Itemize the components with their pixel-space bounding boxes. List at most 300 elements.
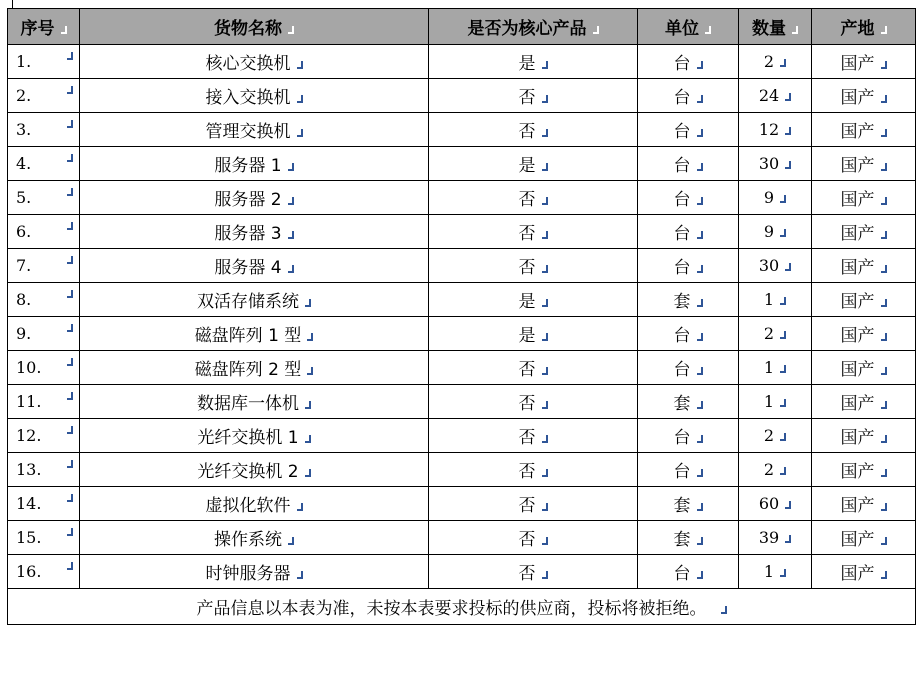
paragraph-mark-icon bbox=[67, 494, 73, 503]
table-row bbox=[8, 249, 916, 283]
cell-origin bbox=[812, 453, 916, 487]
paragraph-mark-icon bbox=[542, 367, 548, 376]
cell-quantity bbox=[739, 249, 812, 283]
paragraph-mark-icon bbox=[297, 571, 303, 580]
goods-name-text: 管理交换机 bbox=[205, 122, 291, 142]
goods-name-text: 时钟服务器 bbox=[205, 564, 291, 584]
cell-quantity bbox=[739, 181, 812, 215]
origin-text: 国产 bbox=[840, 224, 875, 244]
paragraph-mark-icon bbox=[542, 299, 548, 308]
cell-goods-name bbox=[80, 181, 429, 215]
quantity-text: 30 bbox=[758, 256, 780, 275]
cell-goods-name bbox=[80, 521, 429, 555]
row-number-text: 9. bbox=[16, 324, 32, 343]
unit-text: 套 bbox=[673, 530, 691, 550]
footer-note: 产品信息以本表为准，未按本表要求投标的供应商，投标将被拒绝。 bbox=[8, 589, 916, 625]
header-seq: 序号 bbox=[8, 9, 80, 45]
cell-quantity bbox=[739, 351, 812, 385]
paragraph-mark-icon bbox=[67, 460, 73, 469]
table-row bbox=[8, 521, 916, 555]
quantity-text: 39 bbox=[758, 528, 780, 547]
paragraph-mark-icon bbox=[881, 231, 887, 240]
row-number-text: 4. bbox=[16, 154, 32, 173]
paragraph-mark-icon bbox=[697, 61, 703, 70]
paragraph-mark-icon bbox=[542, 469, 548, 478]
paragraph-mark-icon bbox=[542, 401, 548, 410]
origin-text: 国产 bbox=[840, 54, 875, 74]
paragraph-mark-icon bbox=[697, 197, 703, 206]
quantity-text: 2 bbox=[763, 52, 775, 71]
paragraph-mark-icon bbox=[881, 537, 887, 546]
origin-text: 国产 bbox=[840, 122, 875, 142]
goods-name-text: 核心交换机 bbox=[205, 54, 291, 74]
paragraph-mark-icon bbox=[67, 120, 73, 129]
row-number-text: 13. bbox=[16, 460, 42, 479]
paragraph-mark-icon bbox=[881, 571, 887, 580]
origin-text: 国产 bbox=[840, 462, 875, 482]
product-table bbox=[7, 8, 916, 625]
paragraph-mark-icon bbox=[297, 95, 303, 104]
row-number-text: 5. bbox=[16, 188, 32, 207]
cell-goods-name bbox=[80, 487, 429, 521]
paragraph-mark-icon bbox=[780, 365, 786, 374]
paragraph-mark-icon bbox=[542, 503, 548, 512]
cell-row-number bbox=[8, 79, 80, 113]
core-product-text: 否 bbox=[518, 88, 536, 108]
cell-goods-name bbox=[80, 317, 429, 351]
origin-text: 国产 bbox=[840, 564, 875, 584]
cell-origin bbox=[812, 555, 916, 589]
goods-name-text: 服务器 2 bbox=[214, 190, 282, 210]
quantity-text: 9 bbox=[763, 188, 775, 207]
core-product-text: 是 bbox=[518, 54, 536, 74]
row-number-text: 6. bbox=[16, 222, 32, 241]
header-row bbox=[8, 9, 916, 45]
paragraph-mark-icon bbox=[780, 569, 786, 578]
core-product-text: 否 bbox=[518, 190, 536, 210]
unit-text: 台 bbox=[673, 122, 691, 142]
paragraph-mark-icon bbox=[288, 265, 294, 274]
paragraph-mark-icon bbox=[67, 562, 73, 571]
cell-row-number bbox=[8, 45, 80, 79]
origin-text: 国产 bbox=[840, 394, 875, 414]
paragraph-mark-icon bbox=[542, 95, 548, 104]
cell-row-number bbox=[8, 215, 80, 249]
paragraph-mark-icon bbox=[542, 435, 548, 444]
paragraph-mark-icon bbox=[697, 333, 703, 342]
paragraph-mark-icon bbox=[697, 537, 703, 546]
goods-name-text: 磁盘阵列 2 型 bbox=[194, 360, 302, 380]
paragraph-mark-icon bbox=[67, 86, 73, 95]
paragraph-mark-icon bbox=[881, 26, 887, 35]
origin-text: 国产 bbox=[840, 530, 875, 550]
table-row bbox=[8, 79, 916, 113]
row-number-text: 7. bbox=[16, 256, 32, 275]
paragraph-mark-icon bbox=[785, 263, 791, 272]
table-row bbox=[8, 113, 916, 147]
paragraph-mark-icon bbox=[67, 528, 73, 537]
cell-core-product bbox=[429, 45, 638, 79]
cell-row-number bbox=[8, 181, 80, 215]
cell-quantity bbox=[739, 147, 812, 181]
paragraph-mark-icon bbox=[697, 231, 703, 240]
paragraph-mark-icon bbox=[67, 52, 73, 61]
unit-text: 台 bbox=[673, 360, 691, 380]
paragraph-mark-icon bbox=[881, 61, 887, 70]
unit-text: 套 bbox=[673, 292, 691, 312]
paragraph-mark-icon bbox=[542, 333, 548, 342]
paragraph-mark-icon bbox=[780, 297, 786, 306]
core-product-text: 否 bbox=[518, 224, 536, 244]
paragraph-mark-icon bbox=[288, 537, 294, 546]
quantity-text: 24 bbox=[758, 86, 780, 105]
quantity-text: 30 bbox=[758, 154, 780, 173]
cell-unit bbox=[638, 317, 739, 351]
cell-core-product bbox=[429, 419, 638, 453]
cell-core-product bbox=[429, 453, 638, 487]
paragraph-mark-icon bbox=[881, 197, 887, 206]
footer-row bbox=[8, 589, 916, 625]
cell-row-number bbox=[8, 317, 80, 351]
cell-origin bbox=[812, 521, 916, 555]
text-cursor bbox=[12, 0, 13, 8]
row-number-text: 12. bbox=[16, 426, 42, 445]
paragraph-mark-icon bbox=[697, 367, 703, 376]
paragraph-mark-icon bbox=[542, 265, 548, 274]
core-product-text: 否 bbox=[518, 428, 536, 448]
paragraph-mark-icon bbox=[297, 61, 303, 70]
paragraph-mark-icon bbox=[705, 26, 711, 35]
origin-text: 国产 bbox=[840, 360, 875, 380]
origin-text: 国产 bbox=[840, 292, 875, 312]
paragraph-mark-icon bbox=[542, 197, 548, 206]
cell-row-number bbox=[8, 385, 80, 419]
quantity-text: 2 bbox=[763, 426, 775, 445]
row-number-text: 11. bbox=[16, 392, 42, 411]
goods-name-text: 数据库一体机 bbox=[197, 394, 299, 414]
row-number-text: 15. bbox=[16, 528, 42, 547]
row-number-text: 8. bbox=[16, 290, 32, 309]
paragraph-mark-icon bbox=[307, 333, 313, 342]
cell-core-product bbox=[429, 181, 638, 215]
unit-text: 台 bbox=[673, 156, 691, 176]
paragraph-mark-icon bbox=[881, 435, 887, 444]
cell-origin bbox=[812, 181, 916, 215]
paragraph-mark-icon bbox=[542, 231, 548, 240]
unit-text: 台 bbox=[673, 224, 691, 244]
paragraph-mark-icon bbox=[297, 129, 303, 138]
goods-name-text: 光纤交换机 1 bbox=[197, 428, 299, 448]
cell-quantity bbox=[739, 419, 812, 453]
cell-unit bbox=[638, 79, 739, 113]
paragraph-mark-icon bbox=[721, 606, 727, 615]
cell-unit bbox=[638, 351, 739, 385]
core-product-text: 否 bbox=[518, 530, 536, 550]
cell-row-number bbox=[8, 147, 80, 181]
cell-goods-name bbox=[80, 453, 429, 487]
paragraph-mark-icon bbox=[697, 503, 703, 512]
cell-core-product bbox=[429, 521, 638, 555]
paragraph-mark-icon bbox=[881, 95, 887, 104]
cell-unit bbox=[638, 45, 739, 79]
cell-core-product bbox=[429, 487, 638, 521]
paragraph-mark-icon bbox=[780, 331, 786, 340]
cell-core-product bbox=[429, 351, 638, 385]
core-product-text: 否 bbox=[518, 122, 536, 142]
paragraph-mark-icon bbox=[780, 59, 786, 68]
cell-quantity bbox=[739, 283, 812, 317]
paragraph-mark-icon bbox=[67, 290, 73, 299]
cell-row-number bbox=[8, 419, 80, 453]
cell-unit bbox=[638, 555, 739, 589]
paragraph-mark-icon bbox=[785, 161, 791, 170]
table-row bbox=[8, 45, 916, 79]
cell-core-product bbox=[429, 317, 638, 351]
cell-goods-name bbox=[80, 283, 429, 317]
paragraph-mark-icon bbox=[881, 469, 887, 478]
cell-origin bbox=[812, 351, 916, 385]
core-product-text: 否 bbox=[518, 258, 536, 278]
core-product-text: 否 bbox=[518, 462, 536, 482]
goods-name-text: 虚拟化软件 bbox=[205, 496, 291, 516]
origin-text: 国产 bbox=[840, 156, 875, 176]
cell-origin bbox=[812, 419, 916, 453]
paragraph-mark-icon bbox=[542, 61, 548, 70]
unit-text: 套 bbox=[673, 496, 691, 516]
table-row bbox=[8, 147, 916, 181]
core-product-text: 否 bbox=[518, 564, 536, 584]
cell-unit bbox=[638, 521, 739, 555]
paragraph-mark-icon bbox=[67, 188, 73, 197]
goods-name-text: 磁盘阵列 1 型 bbox=[194, 326, 302, 346]
paragraph-mark-icon bbox=[881, 503, 887, 512]
paragraph-mark-icon bbox=[792, 26, 798, 35]
cell-unit bbox=[638, 181, 739, 215]
paragraph-mark-icon bbox=[305, 401, 311, 410]
paragraph-mark-icon bbox=[305, 299, 311, 308]
paragraph-mark-icon bbox=[305, 469, 311, 478]
row-number-text: 2. bbox=[16, 86, 32, 105]
table-row bbox=[8, 385, 916, 419]
cell-origin bbox=[812, 113, 916, 147]
paragraph-mark-icon bbox=[697, 401, 703, 410]
origin-text: 国产 bbox=[840, 258, 875, 278]
cell-goods-name bbox=[80, 249, 429, 283]
unit-text: 台 bbox=[673, 88, 691, 108]
paragraph-mark-icon bbox=[542, 537, 548, 546]
core-product-text: 否 bbox=[518, 360, 536, 380]
quantity-text: 1 bbox=[763, 392, 775, 411]
cell-goods-name bbox=[80, 351, 429, 385]
core-product-text: 是 bbox=[518, 156, 536, 176]
paragraph-mark-icon bbox=[881, 129, 887, 138]
goods-name-text: 服务器 4 bbox=[214, 258, 282, 278]
cell-origin bbox=[812, 317, 916, 351]
quantity-text: 60 bbox=[758, 494, 780, 513]
paragraph-mark-icon bbox=[67, 392, 73, 401]
cell-origin bbox=[812, 249, 916, 283]
cell-core-product bbox=[429, 113, 638, 147]
quantity-text: 1 bbox=[763, 562, 775, 581]
cell-goods-name bbox=[80, 79, 429, 113]
row-number-text: 3. bbox=[16, 120, 32, 139]
unit-text: 台 bbox=[673, 326, 691, 346]
cell-row-number bbox=[8, 283, 80, 317]
goods-name-text: 光纤交换机 2 bbox=[197, 462, 299, 482]
header-quantity: 数量 bbox=[739, 9, 812, 45]
cell-row-number bbox=[8, 555, 80, 589]
core-product-text: 否 bbox=[518, 394, 536, 414]
paragraph-mark-icon bbox=[780, 229, 786, 238]
cell-unit bbox=[638, 249, 739, 283]
paragraph-mark-icon bbox=[697, 95, 703, 104]
row-number-text: 1. bbox=[16, 52, 32, 71]
paragraph-mark-icon bbox=[542, 571, 548, 580]
paragraph-mark-icon bbox=[67, 222, 73, 231]
cell-quantity bbox=[739, 215, 812, 249]
header-origin: 产地 bbox=[812, 9, 916, 45]
paragraph-mark-icon bbox=[288, 197, 294, 206]
table-row bbox=[8, 283, 916, 317]
paragraph-mark-icon bbox=[307, 367, 313, 376]
table-row bbox=[8, 351, 916, 385]
paragraph-mark-icon bbox=[697, 469, 703, 478]
paragraph-mark-icon bbox=[67, 426, 73, 435]
paragraph-mark-icon bbox=[593, 26, 599, 35]
unit-text: 台 bbox=[673, 564, 691, 584]
paragraph-mark-icon bbox=[697, 163, 703, 172]
paragraph-mark-icon bbox=[785, 127, 791, 136]
unit-text: 台 bbox=[673, 190, 691, 210]
cell-row-number bbox=[8, 521, 80, 555]
row-number-text: 10. bbox=[16, 358, 42, 377]
cell-origin bbox=[812, 487, 916, 521]
table-row bbox=[8, 317, 916, 351]
paragraph-mark-icon bbox=[881, 299, 887, 308]
cell-quantity bbox=[739, 521, 812, 555]
paragraph-mark-icon bbox=[785, 535, 791, 544]
cell-quantity bbox=[739, 555, 812, 589]
paragraph-mark-icon bbox=[697, 571, 703, 580]
cell-row-number bbox=[8, 249, 80, 283]
goods-name-text: 双活存储系统 bbox=[197, 292, 299, 312]
paragraph-mark-icon bbox=[881, 333, 887, 342]
cell-row-number bbox=[8, 453, 80, 487]
paragraph-mark-icon bbox=[780, 467, 786, 476]
paragraph-mark-icon bbox=[288, 26, 294, 35]
cell-core-product bbox=[429, 79, 638, 113]
header-goods-name: 货物名称 bbox=[80, 9, 429, 45]
paragraph-mark-icon bbox=[780, 433, 786, 442]
quantity-text: 1 bbox=[763, 358, 775, 377]
cell-origin bbox=[812, 147, 916, 181]
core-product-text: 是 bbox=[518, 292, 536, 312]
paragraph-mark-icon bbox=[697, 265, 703, 274]
cell-unit bbox=[638, 147, 739, 181]
paragraph-mark-icon bbox=[297, 503, 303, 512]
paragraph-mark-icon bbox=[67, 154, 73, 163]
unit-text: 台 bbox=[673, 54, 691, 74]
row-number-text: 16. bbox=[16, 562, 42, 581]
cell-core-product bbox=[429, 385, 638, 419]
header-unit: 单位 bbox=[638, 9, 739, 45]
cell-unit bbox=[638, 385, 739, 419]
paragraph-mark-icon bbox=[305, 435, 311, 444]
quantity-text: 12 bbox=[758, 120, 780, 139]
cell-quantity bbox=[739, 453, 812, 487]
cell-quantity bbox=[739, 45, 812, 79]
cell-core-product bbox=[429, 147, 638, 181]
paragraph-mark-icon bbox=[288, 231, 294, 240]
cell-row-number bbox=[8, 351, 80, 385]
table-row bbox=[8, 487, 916, 521]
cell-row-number bbox=[8, 487, 80, 521]
cell-origin bbox=[812, 79, 916, 113]
unit-text: 台 bbox=[673, 462, 691, 482]
cell-goods-name bbox=[80, 147, 429, 181]
origin-text: 国产 bbox=[840, 496, 875, 516]
cell-quantity bbox=[739, 487, 812, 521]
cell-unit bbox=[638, 487, 739, 521]
paragraph-mark-icon bbox=[542, 129, 548, 138]
goods-name-text: 操作系统 bbox=[214, 530, 282, 550]
cell-goods-name bbox=[80, 113, 429, 147]
table-body bbox=[8, 45, 916, 589]
paragraph-mark-icon bbox=[881, 265, 887, 274]
paragraph-mark-icon bbox=[881, 367, 887, 376]
quantity-text: 2 bbox=[763, 460, 775, 479]
core-product-text: 是 bbox=[518, 326, 536, 346]
cell-unit bbox=[638, 113, 739, 147]
cell-core-product bbox=[429, 249, 638, 283]
table-row bbox=[8, 419, 916, 453]
paragraph-mark-icon bbox=[785, 501, 791, 510]
paragraph-mark-icon bbox=[780, 195, 786, 204]
cell-goods-name bbox=[80, 215, 429, 249]
table-row bbox=[8, 555, 916, 589]
cell-core-product bbox=[429, 555, 638, 589]
unit-text: 套 bbox=[673, 394, 691, 414]
unit-text: 台 bbox=[673, 428, 691, 448]
origin-text: 国产 bbox=[840, 326, 875, 346]
quantity-text: 1 bbox=[763, 290, 775, 309]
cell-quantity bbox=[739, 113, 812, 147]
table-row bbox=[8, 215, 916, 249]
origin-text: 国产 bbox=[840, 428, 875, 448]
paragraph-mark-icon bbox=[67, 256, 73, 265]
quantity-text: 2 bbox=[763, 324, 775, 343]
cell-unit bbox=[638, 419, 739, 453]
table-row bbox=[8, 181, 916, 215]
cell-goods-name bbox=[80, 555, 429, 589]
paragraph-mark-icon bbox=[881, 401, 887, 410]
goods-name-text: 服务器 3 bbox=[214, 224, 282, 244]
paragraph-mark-icon bbox=[697, 299, 703, 308]
paragraph-mark-icon bbox=[881, 163, 887, 172]
cell-core-product bbox=[429, 215, 638, 249]
header-core-product: 是否为核心产品 bbox=[429, 9, 638, 45]
cell-origin bbox=[812, 215, 916, 249]
cell-origin bbox=[812, 385, 916, 419]
cell-quantity bbox=[739, 79, 812, 113]
cell-quantity bbox=[739, 317, 812, 351]
cell-row-number bbox=[8, 113, 80, 147]
unit-text: 台 bbox=[673, 258, 691, 278]
paragraph-mark-icon bbox=[67, 358, 73, 367]
cell-origin bbox=[812, 283, 916, 317]
cell-quantity bbox=[739, 385, 812, 419]
quantity-text: 9 bbox=[763, 222, 775, 241]
